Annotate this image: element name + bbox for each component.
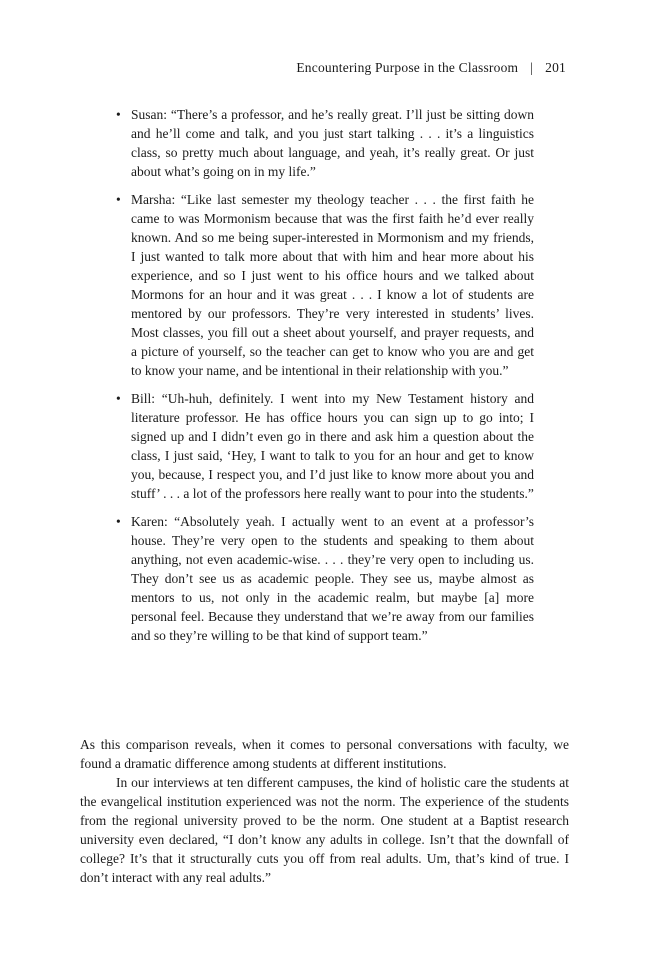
interview-quotes-list (116, 105, 534, 654)
body-paragraph-1: As this comparison reveals, when it comes to personal conversations with faculty, we found a dramatic difference among students at different institutions. (80, 737, 569, 771)
running-title: Encountering Purpose in the Classroom (296, 60, 519, 75)
bullet-icon: • (116, 391, 121, 406)
quote-text: Karen: “Absolutely yeah. I actually went to an event at a professor’s house. They’re very open to the students and speaking to them about anything, not even academic-wise. . . . they’re very open to including us. They don’t see us as academic people. They see us, maybe almost as mentors to us, not only in the academic realm, but maybe [a] more personal feel. Because they understand that we’re away from our families and so they’re willing to be that kind of support team.” (131, 514, 534, 643)
header-separator: | (530, 60, 534, 75)
bullet-icon: • (116, 192, 121, 207)
page-number: 201 (545, 60, 566, 75)
running-header (296, 60, 566, 76)
body-text (80, 735, 569, 887)
quote-item-susan (116, 105, 534, 181)
body-paragraph-2: In our interviews at ten different campuses, the kind of holistic care the students at the evangelical institution experienced was not the norm. The experience of the students from the regional university proved to be the norm. One student at a Baptist research university even declared, “I don’t know any adults in college. Isn’t that the downfall of college? It’s that it structurally cuts you off from real adults. Um, that’s kind of true. I don’t interact with any real adults.” (80, 775, 569, 885)
quote-item-marsha (116, 190, 534, 380)
bullet-icon: • (116, 514, 121, 529)
quote-item-karen (116, 512, 534, 645)
quote-text: Marsha: “Like last semester my theology teacher . . . the first faith he came to was Mormonism because that was the first faith he’d ever really known. And so me being super-interested in Mormonism and my friends, I just wanted to talk more about that with him and hear more about his experience, and so I just went to his office hours and we talked about Mormons for an hour and it was great . . . I know a lot of students are mentored by our professors. They’re very interested in students’ lives. Most classes, you fill out a sheet about yourself, and prayer requests, and a picture of yourself, so the teacher can get to know who you are and get to know your name, and be intentional in their relationship with you.” (131, 192, 534, 378)
quote-item-bill (116, 389, 534, 503)
quote-text: Susan: “There’s a professor, and he’s really great. I’ll just be sitting down and he’ll come and talk, and you just start talking . . . it’s a linguistics class, so pretty much about language, and yeah, it’s really great. Or just about what’s going on in my life.” (131, 107, 534, 179)
quote-text: Bill: “Uh-huh, definitely. I went into my New Testament history and literature professor. He has office hours you can sign up to go into; I signed up and I didn’t even go in there and ask him a question about the class, I just said, ‘Hey, I want to talk to you for an hour and get to know you, because, I respect you, and I’d just like to know more about you and stuff’ . . . a lot of the professors here really want to pour into the students.” (131, 391, 534, 501)
bullet-icon: • (116, 107, 121, 122)
